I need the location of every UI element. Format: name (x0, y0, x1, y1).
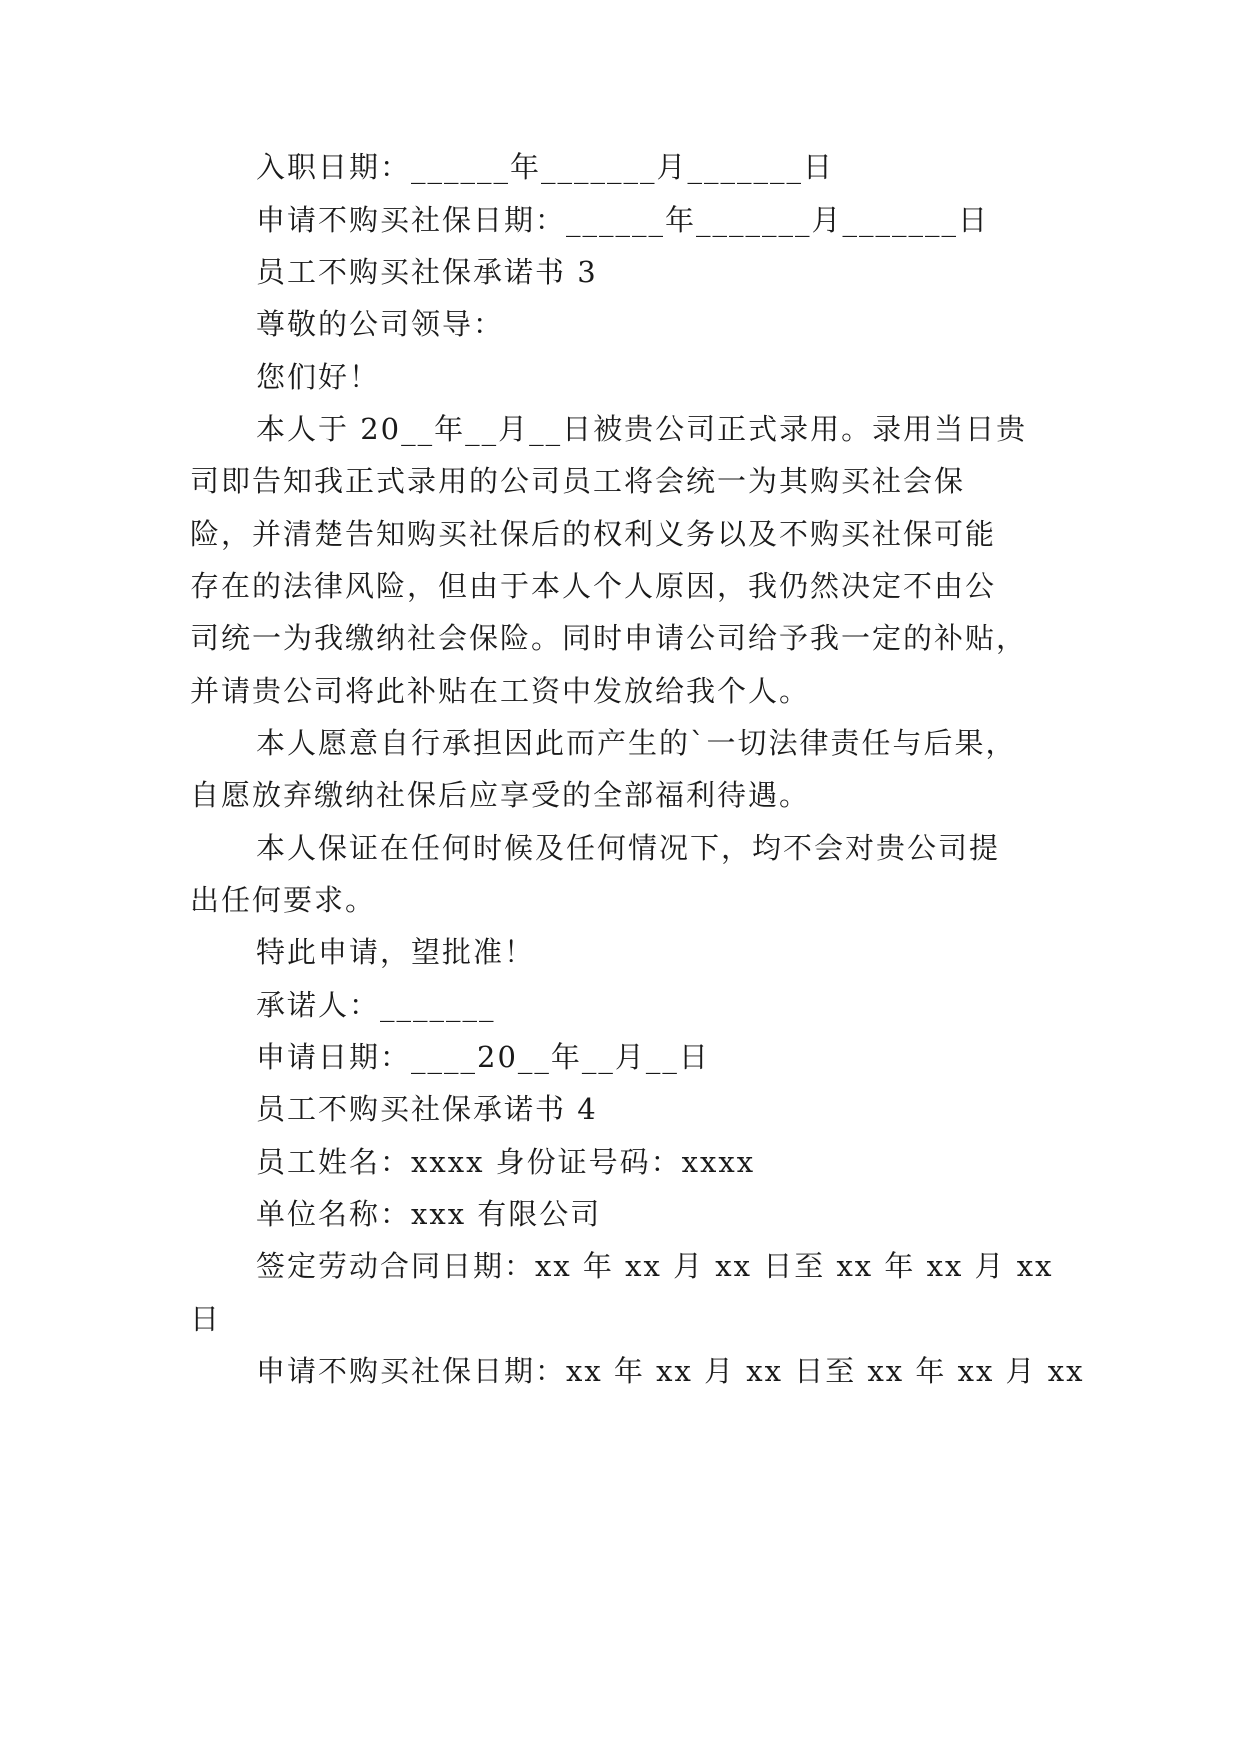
paragraph-line: 本人于 20__年__月__日被贵公司正式录用。录用当日贵 (256, 412, 1028, 446)
section-title-3: 员工不购买社保承诺书 3 (256, 255, 598, 289)
paragraph-line: 司统一为我缴纳社会保险。同时申请公司给予我一定的补贴， (190, 621, 1028, 655)
paragraph-line: 本人愿意自行承担因此而产生的`一切法律责任与后果， (256, 726, 1017, 760)
paragraph-line: 出任何要求。 (190, 883, 377, 917)
promisor-line: 承诺人：_______ (256, 988, 496, 1022)
company-name-line: 单位名称：xxx 有限公司 (256, 1197, 602, 1231)
contract-date-line-cont: 日 (190, 1302, 222, 1336)
section-title-4: 员工不购买社保承诺书 4 (256, 1092, 598, 1126)
greeting: 您们好！ (256, 360, 381, 394)
paragraph-line: 司即告知我正式录用的公司员工将会统一为其购买社会保 (190, 464, 966, 498)
paragraph-line: 本人保证在任何时候及任何情况下，均不会对贵公司提 (256, 831, 1001, 865)
paragraph-line: 自愿放弃缴纳社保后应享受的全部福利待遇。 (190, 778, 811, 812)
entry-date-line: 入职日期：______年_______月_______日 (256, 150, 835, 184)
application-date-line: 申请日期：____20__年__月__日 (256, 1040, 710, 1074)
paragraph-line: 险，并清楚告知购买社保后的权利义务以及不购买社保可能 (190, 517, 997, 551)
salutation: 尊敬的公司领导： (256, 307, 505, 341)
contract-date-line: 签定劳动合同日期：xx 年 xx 月 xx 日至 xx 年 xx 月 xx (256, 1249, 1054, 1283)
no-insurance-date-line: 申请不购买社保日期：______年_______月_______日 (256, 203, 990, 237)
closing-request: 特此申请，望批准！ (256, 935, 536, 969)
paragraph-line: 存在的法律风险，但由于本人个人原因，我仍然决定不由公 (190, 569, 997, 603)
employee-name-id-line: 员工姓名：xxxx 身份证号码：xxxx (256, 1145, 756, 1179)
no-insurance-period-line: 申请不购买社保日期：xx 年 xx 月 xx 日至 xx 年 xx 月 xx (256, 1354, 1085, 1388)
paragraph-line: 并请贵公司将此补贴在工资中发放给我个人。 (190, 674, 811, 708)
